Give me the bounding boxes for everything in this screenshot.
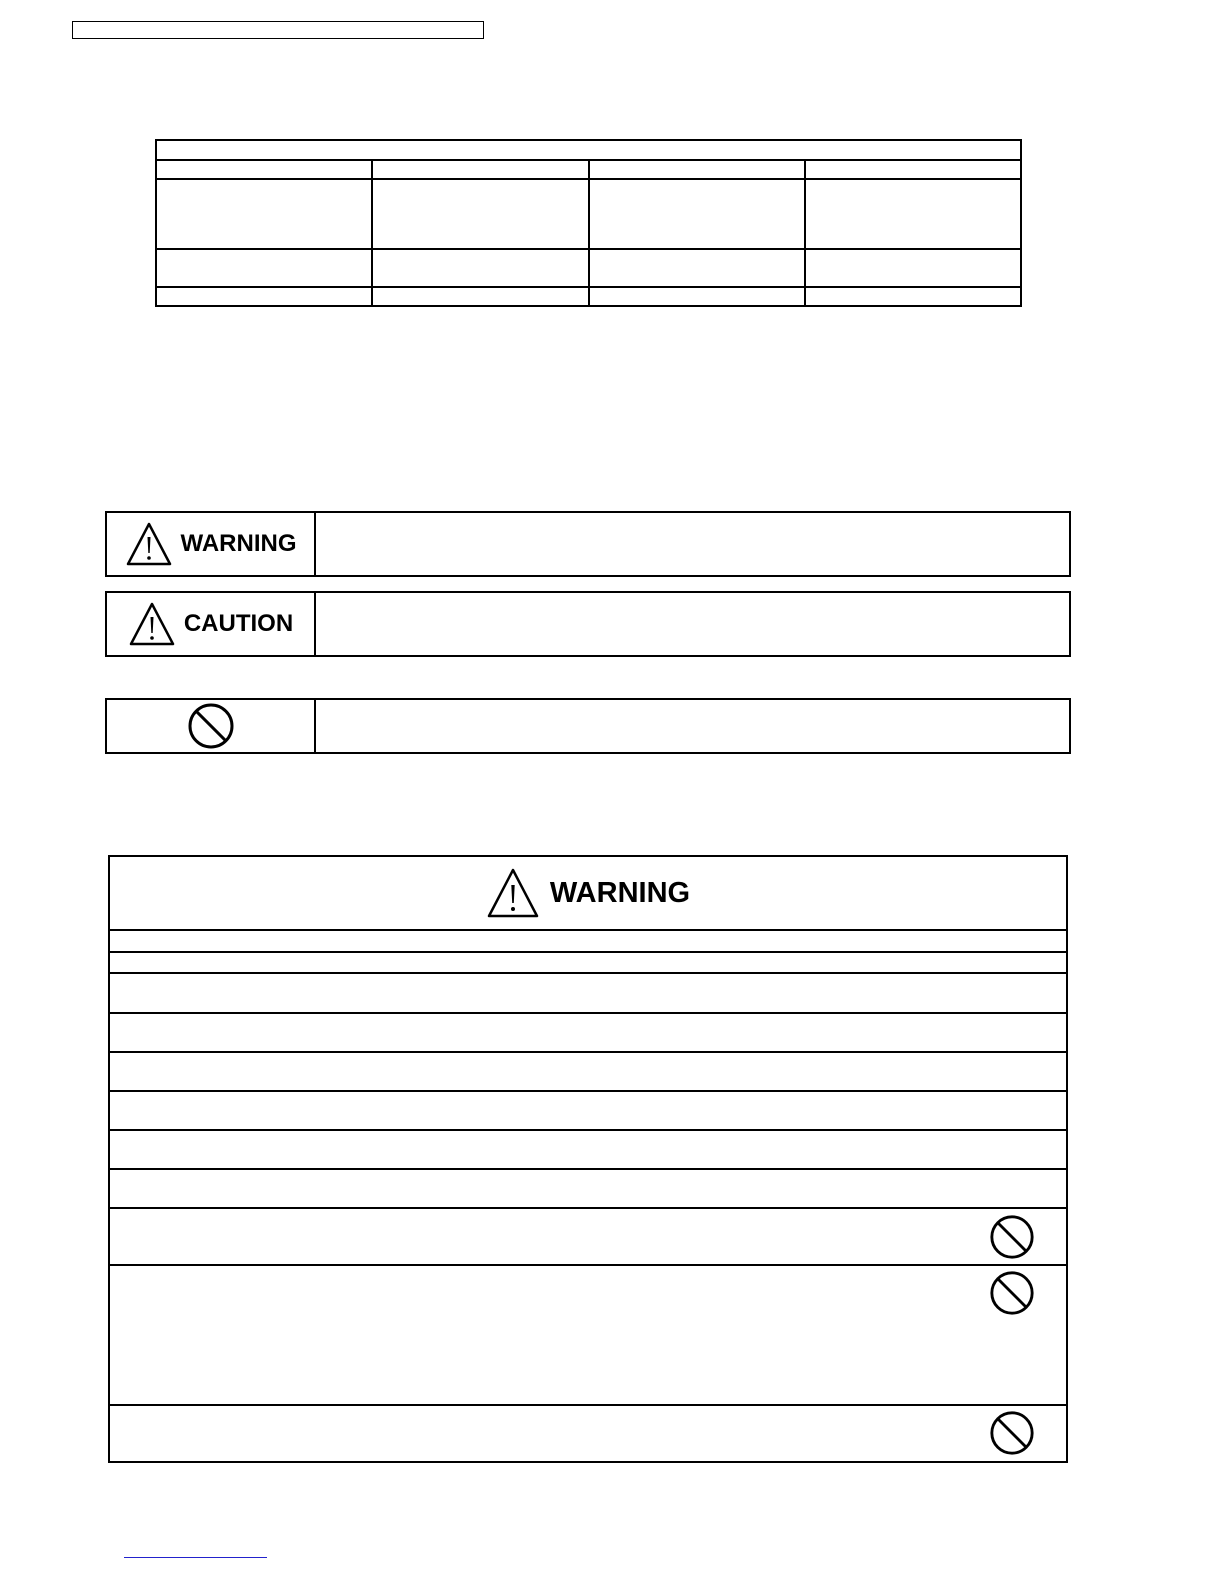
spec-cell — [589, 179, 805, 249]
warning-triangle-icon — [486, 867, 540, 919]
spec-cell — [156, 249, 372, 287]
spec-cell — [805, 179, 1021, 249]
spec-table-title-cell — [156, 140, 1021, 160]
spec-cell — [589, 249, 805, 287]
warning-triangle-icon — [128, 601, 176, 647]
warning-row — [110, 1131, 1066, 1170]
spec-header-cell — [156, 160, 372, 179]
warning-legend-label: WARNING — [180, 530, 297, 557]
prohibited-icon — [186, 701, 236, 751]
warning-triangle-icon — [125, 521, 173, 567]
prohibited-icon — [988, 1409, 1036, 1457]
spec-cell — [372, 287, 588, 306]
warning-row — [110, 953, 1066, 974]
warning-row — [110, 974, 1066, 1014]
prohibited-icon — [988, 1269, 1036, 1317]
spec-header-cell — [589, 160, 805, 179]
spec-cell — [156, 287, 372, 306]
warning-row — [110, 1092, 1066, 1131]
spec-header-cell — [372, 160, 588, 179]
warning-table-heading — [110, 857, 1066, 931]
caution-legend-symbol — [107, 593, 316, 655]
warning-legend-symbol — [107, 513, 316, 575]
spec-cell — [372, 249, 588, 287]
spec-cell — [372, 179, 588, 249]
warning-row — [110, 1209, 1066, 1266]
spec-cell — [589, 287, 805, 306]
warning-table — [108, 855, 1068, 1463]
warning-row — [110, 1014, 1066, 1053]
warning-row — [110, 1053, 1066, 1092]
caution-legend-box — [105, 591, 1071, 657]
header-box — [72, 21, 484, 39]
prohibited-legend-symbol — [107, 700, 316, 752]
spec-cell — [805, 287, 1021, 306]
spec-cell — [156, 179, 372, 249]
warning-legend-description — [316, 513, 1069, 575]
warning-row — [110, 1406, 1066, 1463]
warning-row — [110, 1266, 1066, 1406]
warning-row — [110, 1170, 1066, 1209]
caution-legend-label: CAUTION — [183, 610, 294, 637]
prohibited-icon — [988, 1213, 1036, 1261]
caution-legend-description — [316, 593, 1069, 655]
warning-legend-box — [105, 511, 1071, 577]
warning-row — [110, 931, 1066, 953]
specification-table — [155, 139, 1022, 307]
warning-table-heading-label: WARNING — [549, 876, 691, 909]
prohibited-legend-box — [105, 698, 1071, 754]
prohibited-legend-description — [316, 700, 1069, 752]
footer-link-underline[interactable] — [124, 1557, 267, 1558]
spec-header-cell — [805, 160, 1021, 179]
spec-cell — [805, 249, 1021, 287]
